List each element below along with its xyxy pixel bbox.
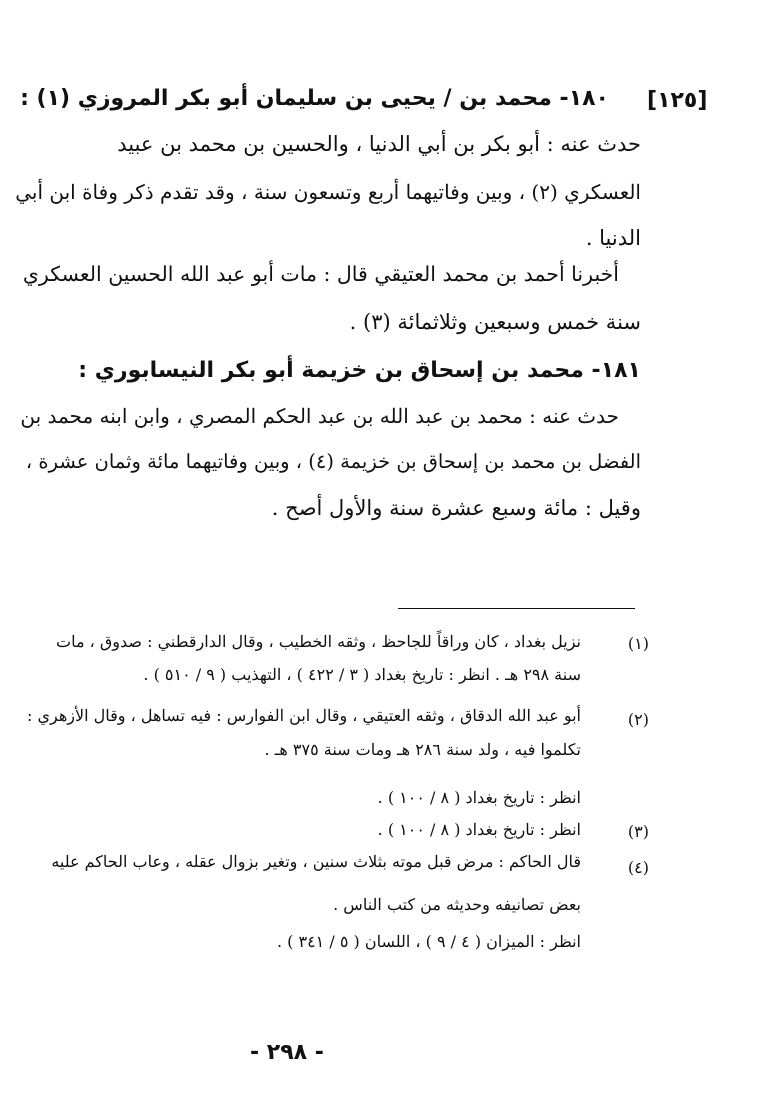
footnote-1-line-1: نزيل بغداد ، كان وراقاً للجاحظ ، وثقه الخطيب ، وقال الدارقطني : صدوق ، مات	[56, 632, 581, 651]
footnote-3-line-1: انظر : تاريخ بغداد ( ٨ / ١٠٠ ) .	[377, 820, 581, 839]
footnote-2-line-2: تكلموا فيه ، ولد سنة ٢٨٦ هـ ومات سنة ٣٧٥ هـ .	[264, 740, 581, 759]
footnote-2-line-3: انظر : تاريخ بغداد ( ٨ / ١٠٠ ) .	[377, 788, 581, 807]
footnote-4-line-2: بعض تصانيفه وحديثه من كتب الناس .	[333, 895, 581, 914]
footnote-separator	[398, 608, 635, 609]
entry-181-line-1: حدث عنه : محمد بن عبد الله بن عبد الحكم المصري ، وابن ابنه محمد بن	[20, 404, 619, 428]
entry-180-line-5: سنة خمس وسبعين وثلاثمائة (٣) .	[349, 310, 641, 334]
footnote-1-number: (١)	[627, 634, 649, 653]
entry-181-line-2: الفضل بن محمد بن إسحاق بن خزيمة (٤) ، وبين وفاتيهما مائة وثمان عشرة ،	[25, 450, 641, 473]
entry-180-line-3: الدنيا .	[585, 226, 641, 250]
entry-180-heading: ١٨٠- محمد بن / يحيى بن سليمان أبو بكر المروزي (١) :	[20, 86, 609, 111]
footnote-4-line-3: انظر : الميزان ( ٤ / ٩ ) ، اللسان ( ٥ / ٣٤١ ) .	[276, 932, 581, 951]
page-number: - ٢٩٨ -	[250, 1040, 324, 1065]
footnote-2-number: (٢)	[627, 710, 649, 729]
original-page-reference: [١٢٥]	[647, 88, 708, 113]
footnote-4-number: (٤)	[627, 858, 649, 877]
entry-180-line-1: حدث عنه : أبو بكر بن أبي الدنيا ، والحسين بن محمد بن عبيد	[117, 132, 641, 156]
footnote-2-line-1: أبو عبد الله الدقاق ، وثقه العتيقي ، وقال ابن الفوارس : فيه تساهل ، وقال الأزهري :	[26, 706, 581, 725]
entry-180-line-4: أخبرنا أحمد بن محمد العتيقي قال : مات أبو عبد الله الحسين العسكري	[22, 262, 619, 286]
entry-181-heading: ١٨١- محمد بن إسحاق بن خزيمة أبو بكر النيسابوري :	[78, 358, 641, 383]
entry-181-line-3: وقيل : مائة وسبع عشرة سنة والأول أصح .	[271, 496, 641, 520]
footnote-3-number: (٣)	[627, 822, 649, 841]
footnote-4-line-1: قال الحاكم : مرض قبل موته بثلاث سنين ، وتغير بزوال عقله ، وعاب الحاكم عليه	[51, 852, 581, 871]
footnote-1-line-2: سنة ٢٩٨ هـ . انظر : تاريخ بغداد ( ٣ / ٤٢٢ ) ، التهذيب ( ٩ / ٥١٠ ) .	[143, 665, 581, 684]
entry-180-line-2: العسكري (٢) ، وبين وفاتيهما أربع وتسعون سنة ، وقد تقدم ذكر وفاة ابن أبي	[15, 180, 641, 204]
